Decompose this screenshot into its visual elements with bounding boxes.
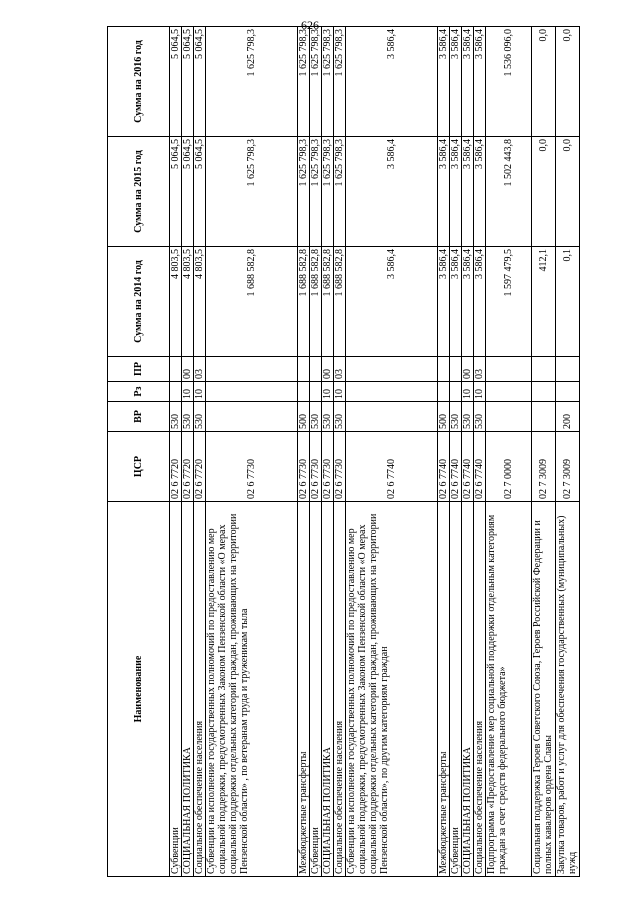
cell-y2015: 0,0 bbox=[556, 137, 580, 247]
cell-pr: 03 bbox=[474, 357, 486, 382]
table-row bbox=[346, 27, 438, 877]
cell-y2015: 0,0 bbox=[532, 137, 556, 247]
table-row bbox=[334, 27, 346, 877]
header-csr: ЦСР bbox=[108, 432, 170, 502]
cell-y2016: 0,0 bbox=[532, 27, 556, 137]
cell-y2015: 5 064,5 bbox=[194, 137, 206, 247]
cell-name: Закупка товаров, работ и услуг для обеспечения государственных (муниципальных) нужд bbox=[556, 502, 580, 877]
cell-rz: 10 bbox=[474, 382, 486, 402]
budget-table-container bbox=[107, 27, 578, 877]
cell-pr: 00 bbox=[462, 357, 474, 382]
cell-y2016: 3 586,4 bbox=[474, 27, 486, 137]
cell-pr: 03 bbox=[194, 357, 206, 382]
cell-y2015: 5 064,5 bbox=[182, 137, 194, 247]
cell-pr: 00 bbox=[322, 357, 334, 382]
header-2015: Сумма на 2015 год bbox=[108, 137, 170, 247]
cell-name: Социальное обеспечение населения bbox=[194, 502, 206, 877]
cell-name: СОЦИАЛЬНАЯ ПОЛИТИКА bbox=[182, 502, 194, 877]
cell-csr: 02 7 3009 bbox=[532, 432, 556, 502]
cell-vr: 500 bbox=[298, 402, 310, 432]
cell-y2014: 4 803,5 bbox=[194, 247, 206, 357]
header-rz: Рз bbox=[108, 382, 170, 402]
cell-pr: 00 bbox=[182, 357, 194, 382]
cell-y2014: 4 803,5 bbox=[170, 247, 182, 357]
cell-rz: 10 bbox=[194, 382, 206, 402]
cell-pr bbox=[438, 357, 450, 382]
cell-csr: 02 6 7730 bbox=[206, 432, 298, 502]
cell-vr: 530 bbox=[170, 402, 182, 432]
cell-csr: 02 7 0000 bbox=[486, 432, 532, 502]
cell-y2016: 3 586,4 bbox=[346, 27, 438, 137]
cell-rz bbox=[438, 382, 450, 402]
cell-y2016: 5 064,5 bbox=[194, 27, 206, 137]
budget-table bbox=[107, 26, 580, 877]
cell-y2016: 3 586,4 bbox=[438, 27, 450, 137]
cell-y2014: 1 688 582,8 bbox=[322, 247, 334, 357]
cell-name: Субвенции bbox=[450, 502, 462, 877]
cell-y2016: 1 625 798,3 bbox=[206, 27, 298, 137]
cell-name: Субвенции bbox=[310, 502, 322, 877]
cell-y2014: 4 803,5 bbox=[182, 247, 194, 357]
cell-vr: 530 bbox=[474, 402, 486, 432]
cell-vr: 530 bbox=[334, 402, 346, 432]
cell-y2016: 5 064,5 bbox=[170, 27, 182, 137]
cell-y2014: 1 688 582,8 bbox=[310, 247, 322, 357]
cell-y2014: 1 688 582,8 bbox=[334, 247, 346, 357]
cell-vr bbox=[486, 402, 532, 432]
cell-name: СОЦИАЛЬНАЯ ПОЛИТИКА bbox=[462, 502, 474, 877]
cell-csr: 02 6 7740 bbox=[462, 432, 474, 502]
header-row bbox=[108, 27, 170, 877]
cell-rz bbox=[450, 382, 462, 402]
cell-rz bbox=[170, 382, 182, 402]
cell-rz: 10 bbox=[334, 382, 346, 402]
cell-csr: 02 6 7740 bbox=[346, 432, 438, 502]
cell-y2015: 1 625 798,3 bbox=[334, 137, 346, 247]
cell-name: Субвенции на исполнение государственных полномочий по предоставлению мер социальной поддержки, предусмотренных Законом Пензенской области «О мерах социальной поддержки отдельных категорий граждан, проживающих на территории Пензенской области», по другим категориям граждан bbox=[346, 502, 438, 877]
cell-pr bbox=[450, 357, 462, 382]
cell-csr: 02 6 7730 bbox=[310, 432, 322, 502]
cell-rz: 10 bbox=[182, 382, 194, 402]
cell-y2015: 3 586,4 bbox=[474, 137, 486, 247]
cell-y2016: 1 625 798,3 bbox=[322, 27, 334, 137]
header-name: Наименование bbox=[108, 502, 170, 877]
cell-rz: 10 bbox=[322, 382, 334, 402]
cell-vr bbox=[532, 402, 556, 432]
cell-y2014: 3 586,4 bbox=[462, 247, 474, 357]
cell-name: Социальное обеспечение населения bbox=[474, 502, 486, 877]
table-row bbox=[206, 27, 298, 877]
cell-y2016: 5 064,5 bbox=[182, 27, 194, 137]
header-vr: ВР bbox=[108, 402, 170, 432]
cell-name: Субвенции bbox=[170, 502, 182, 877]
cell-y2016: 1 625 798,3 bbox=[310, 27, 322, 137]
table-row bbox=[474, 27, 486, 877]
cell-y2016: 1 625 798,3 bbox=[334, 27, 346, 137]
cell-y2014: 3 586,4 bbox=[474, 247, 486, 357]
table-row bbox=[170, 27, 182, 877]
table-row bbox=[322, 27, 334, 877]
cell-pr bbox=[206, 357, 298, 382]
table-body bbox=[170, 27, 580, 877]
cell-y2016: 3 586,4 bbox=[462, 27, 474, 137]
cell-vr: 530 bbox=[450, 402, 462, 432]
cell-pr bbox=[346, 357, 438, 382]
table-row bbox=[194, 27, 206, 877]
cell-y2015: 1 502 443,8 bbox=[486, 137, 532, 247]
cell-vr bbox=[206, 402, 298, 432]
cell-y2014: 1 597 479,5 bbox=[486, 247, 532, 357]
cell-rz: 10 bbox=[462, 382, 474, 402]
cell-rz bbox=[532, 382, 556, 402]
header-2016: Сумма на 2016 год bbox=[108, 27, 170, 137]
page-number: 626 bbox=[301, 18, 319, 32]
table-row bbox=[450, 27, 462, 877]
cell-pr: 03 bbox=[334, 357, 346, 382]
table-row bbox=[438, 27, 450, 877]
cell-y2014: 0,1 bbox=[556, 247, 580, 357]
header-pr: ПР bbox=[108, 357, 170, 382]
cell-rz bbox=[346, 382, 438, 402]
cell-rz bbox=[298, 382, 310, 402]
cell-y2015: 1 625 798,3 bbox=[310, 137, 322, 247]
cell-y2015: 3 586,4 bbox=[346, 137, 438, 247]
cell-csr: 02 6 7740 bbox=[438, 432, 450, 502]
cell-pr bbox=[170, 357, 182, 382]
cell-y2015: 1 625 798,3 bbox=[298, 137, 310, 247]
table-row bbox=[298, 27, 310, 877]
cell-pr bbox=[298, 357, 310, 382]
cell-y2015: 1 625 798,3 bbox=[322, 137, 334, 247]
cell-csr: 02 7 3009 bbox=[556, 432, 580, 502]
table-row bbox=[182, 27, 194, 877]
cell-y2014: 3 586,4 bbox=[450, 247, 462, 357]
cell-csr: 02 6 7730 bbox=[334, 432, 346, 502]
table-row bbox=[310, 27, 322, 877]
cell-vr: 530 bbox=[310, 402, 322, 432]
cell-csr: 02 6 7730 bbox=[298, 432, 310, 502]
cell-y2015: 3 586,4 bbox=[450, 137, 462, 247]
cell-rz bbox=[310, 382, 322, 402]
cell-y2014: 3 586,4 bbox=[438, 247, 450, 357]
cell-vr: 530 bbox=[194, 402, 206, 432]
cell-vr: 200 bbox=[556, 402, 580, 432]
cell-y2014: 412,1 bbox=[532, 247, 556, 357]
cell-rz bbox=[206, 382, 298, 402]
cell-name: Субвенции на исполнение государственных полномочий по предоставлению мер социальной поддержки, предусмотренных Законом Пензенской области «О мерах социальной поддержки отдельных категорий граждан, проживающих на территории Пензенской области» , по ветеранам труда и труженикам тыла bbox=[206, 502, 298, 877]
cell-y2014: 1 688 582,8 bbox=[206, 247, 298, 357]
cell-pr bbox=[310, 357, 322, 382]
header-2014: Сумма на 2014 год bbox=[108, 247, 170, 357]
cell-name: Межбюджетные трансферты bbox=[298, 502, 310, 877]
cell-y2015: 1 625 798,3 bbox=[206, 137, 298, 247]
cell-y2016: 1 625 798,3 bbox=[298, 27, 310, 137]
cell-name: Социальное обеспечение населения bbox=[334, 502, 346, 877]
cell-csr: 02 6 7720 bbox=[170, 432, 182, 502]
cell-pr bbox=[486, 357, 532, 382]
table-row bbox=[556, 27, 580, 877]
cell-pr bbox=[556, 357, 580, 382]
table-row bbox=[486, 27, 532, 877]
cell-vr: 530 bbox=[462, 402, 474, 432]
cell-y2015: 5 064,5 bbox=[170, 137, 182, 247]
cell-name: Подпрограмма «Предоставление мер социальной поддержки отдельным категориям граждан за счет средств федерального бюджета» bbox=[486, 502, 532, 877]
cell-csr: 02 6 7740 bbox=[474, 432, 486, 502]
cell-csr: 02 6 7730 bbox=[322, 432, 334, 502]
cell-name: Межбюджетные трансферты bbox=[438, 502, 450, 877]
cell-vr bbox=[346, 402, 438, 432]
cell-y2016: 3 586,4 bbox=[450, 27, 462, 137]
cell-y2016: 0,0 bbox=[556, 27, 580, 137]
cell-pr bbox=[532, 357, 556, 382]
cell-csr: 02 6 7740 bbox=[450, 432, 462, 502]
table-row bbox=[462, 27, 474, 877]
cell-csr: 02 6 7720 bbox=[182, 432, 194, 502]
cell-name: Социальная поддержка Героев Советского Союза, Героев Российской Федерации и полных кавалеров ордена Славы bbox=[532, 502, 556, 877]
cell-vr: 530 bbox=[182, 402, 194, 432]
cell-y2015: 3 586,4 bbox=[462, 137, 474, 247]
cell-csr: 02 6 7720 bbox=[194, 432, 206, 502]
cell-y2016: 1 536 096,0 bbox=[486, 27, 532, 137]
cell-rz bbox=[486, 382, 532, 402]
table-row bbox=[532, 27, 556, 877]
cell-y2014: 1 688 582,8 bbox=[298, 247, 310, 357]
cell-name: СОЦИАЛЬНАЯ ПОЛИТИКА bbox=[322, 502, 334, 877]
cell-vr: 500 bbox=[438, 402, 450, 432]
cell-rz bbox=[556, 382, 580, 402]
cell-vr: 530 bbox=[322, 402, 334, 432]
cell-y2015: 3 586,4 bbox=[438, 137, 450, 247]
cell-y2014: 3 586,4 bbox=[346, 247, 438, 357]
